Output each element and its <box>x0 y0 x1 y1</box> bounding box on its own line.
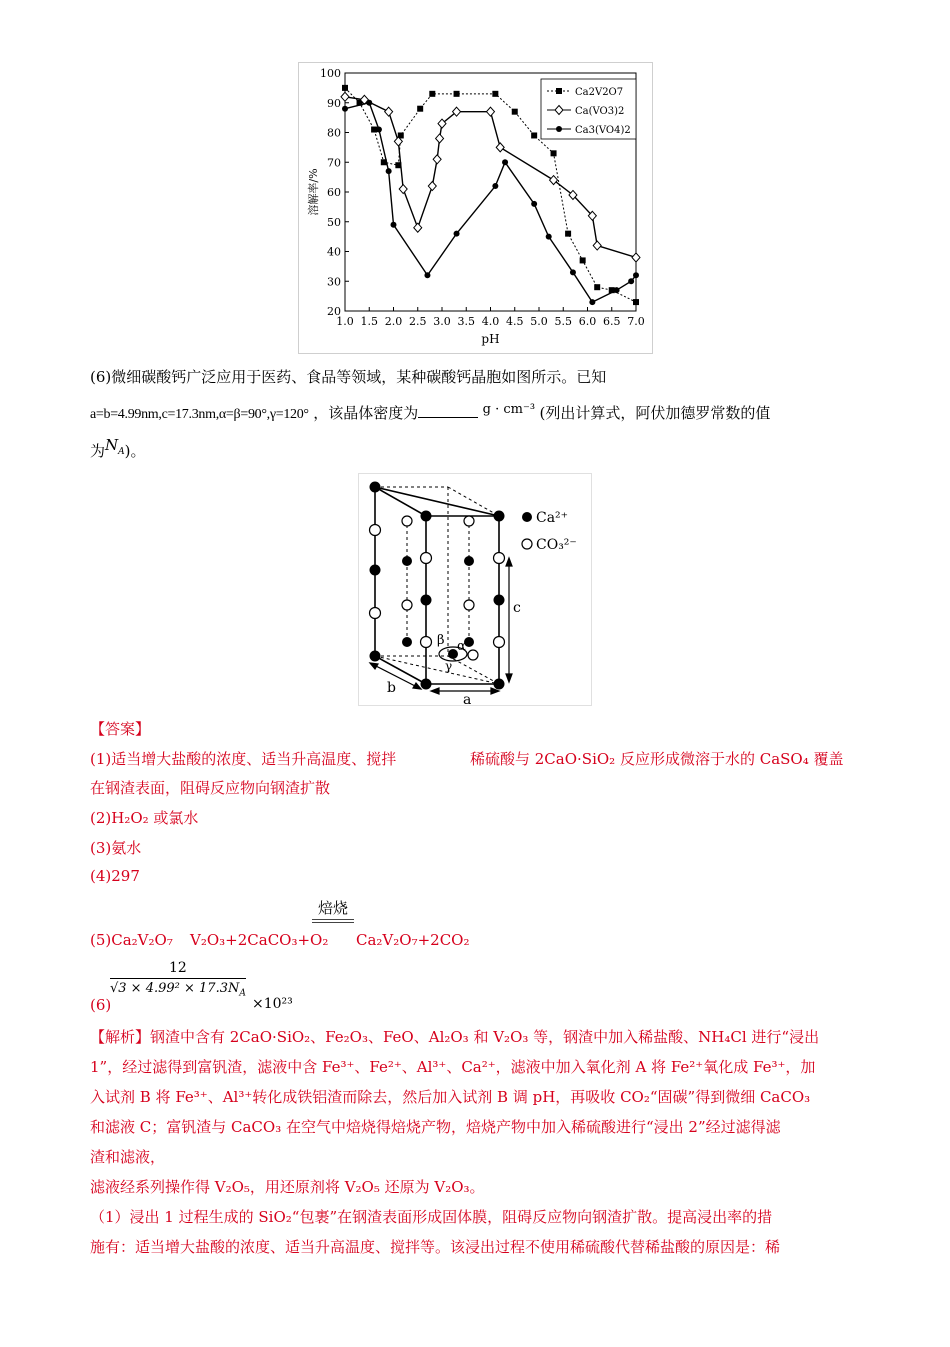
data-point <box>342 106 348 112</box>
question-6-line3-suffix: )。 <box>124 442 146 460</box>
fraction-denominator <box>110 978 246 999</box>
label-a: a <box>463 692 472 705</box>
label-alpha: α <box>457 639 466 654</box>
data-point <box>589 299 595 305</box>
data-point <box>391 222 397 228</box>
answer-5 <box>90 931 470 949</box>
y-tick-label: 100 <box>320 67 341 80</box>
answer-1-line2: 在钢渣表面，阻碍反应物向钢渣扩散 <box>90 779 331 797</box>
data-point <box>594 284 600 290</box>
answer-1-right: 稀硫酸与 2CaO·SiO₂ 反应形成微溶于水的 CaSO₄ 覆盖 <box>470 750 844 768</box>
data-point <box>556 88 562 94</box>
data-point <box>632 253 640 262</box>
question-6-tail: (列出计算式，阿伏加德罗常数的值 <box>539 404 771 422</box>
data-point <box>429 91 435 97</box>
y-tick-label: 60 <box>327 186 341 199</box>
crystal-cell-diagram <box>359 474 591 705</box>
data-point <box>633 299 639 305</box>
data-point <box>551 150 557 156</box>
label-b: b <box>387 680 396 696</box>
data-point <box>531 201 537 207</box>
data-point <box>342 85 348 91</box>
x-axis-label: pH <box>481 332 500 346</box>
legend-ca-label: Ca²⁺ <box>536 510 569 526</box>
answer-blank <box>418 403 478 418</box>
y-tick-label: 50 <box>327 215 341 229</box>
y-tick-label: 40 <box>327 245 341 259</box>
data-point <box>570 269 576 275</box>
legend-ca-marker <box>522 512 532 522</box>
legend-label: Ca3(VO4)2 <box>575 125 631 136</box>
data-point <box>454 231 460 237</box>
x-tick-label: 6.0 <box>578 315 597 328</box>
data-point <box>399 185 407 194</box>
answer-5-prefix: (5)Ca₂V₂O₇ <box>90 931 173 949</box>
avogadro-subscript: A <box>118 447 125 457</box>
x-tick-label: 1.0 <box>336 315 354 328</box>
analysis-line-3: 入试剂 B 将 Fe³⁺、Al³⁺转化成铁铝渣而除去，然后加入试剂 B 调 pH，再吸收 CO₂“固碳”得到微细 CaCO₃ <box>90 1088 811 1106</box>
y-tick-label: 80 <box>327 126 341 140</box>
density-prompt: ，该晶体密度为 <box>313 404 419 422</box>
data-point <box>546 234 552 240</box>
label-beta: β <box>437 633 445 648</box>
x-tick-label: 6.5 <box>603 315 621 328</box>
data-point <box>454 91 460 97</box>
analysis-line-5: 渣和滤液， <box>90 1148 166 1166</box>
legend-co3-marker <box>522 539 532 549</box>
x-tick-label: 4.0 <box>481 315 500 328</box>
data-point <box>633 272 639 278</box>
data-point <box>341 92 349 101</box>
analysis-line-4: 和滤液 C；富钒渣与 CaCO₃ 在空气中焙烧得焙烧产物，焙烧产物中加入稀硫酸进行“浸出 2”经过滤得滤 <box>90 1118 781 1136</box>
density-unit: g · cm⁻³ <box>482 402 536 417</box>
answer-5-reactants: V₂O₃+2CaCO₃+O₂ <box>190 931 329 949</box>
data-point <box>428 182 436 191</box>
analysis-line-1: 【解析】钢渣中含有 2CaO·SiO₂、Fe₂O₃、FeO、Al₂O₃ 和 V₂O₃ 等，钢渣中加入稀盐酸、NH₄Cl 进行“浸出 <box>90 1028 820 1046</box>
data-point <box>614 287 620 293</box>
data-point <box>417 106 423 112</box>
x-tick-label: 5.0 <box>530 315 548 328</box>
data-point <box>492 91 498 97</box>
data-point <box>436 134 444 143</box>
data-point <box>550 176 558 185</box>
analysis-line-2: 1”，经过滤得到富钒渣，滤液中含 Fe³⁺、Fe²⁺、Al³⁺、Ca²⁺，滤液中加入氧化剂 A 将 Fe²⁺氧化成 Fe³⁺，加 <box>90 1058 816 1076</box>
data-point <box>366 100 372 106</box>
data-point <box>628 278 634 284</box>
answer-2: (2)H₂O₂ 或氯水 <box>90 809 199 827</box>
answer-5-products: Ca₂V₂O₇+2CO₂ <box>356 931 470 949</box>
data-point <box>496 143 504 152</box>
data-point <box>580 257 586 263</box>
question-6-line3 <box>90 436 146 463</box>
data-point <box>385 107 393 116</box>
y-tick-label: 70 <box>327 156 341 170</box>
answer-6-factor: ×10²³ <box>252 996 293 1012</box>
data-point <box>424 272 430 278</box>
dissolution-chart <box>299 63 652 353</box>
denominator-text: √3 × 4.99² × 17.3N <box>110 981 240 996</box>
reaction-arrow <box>312 919 354 923</box>
y-tick-label: 30 <box>327 275 341 289</box>
y-tick-label: 20 <box>327 305 341 318</box>
analysis-line-8: 施有：适当增大盐酸的浓度、适当升高温度、搅拌等。该浸出过程不使用稀硫酸代替稀盐酸的原因是：稀 <box>90 1238 781 1256</box>
x-tick-label: 5.5 <box>554 315 572 328</box>
y-axis-label: 溶解率/% <box>307 168 320 216</box>
x-tick-label: 2.5 <box>409 315 427 328</box>
legend-co3-label: CO₃²⁻ <box>536 537 577 553</box>
x-tick-label: 7.0 <box>627 315 645 328</box>
data-point <box>531 132 537 138</box>
question-6-intro: (6)微细碳酸钙广泛应用于医药、食品等领域，某种碳酸钙晶胞如图所示。已知 <box>90 368 607 386</box>
x-tick-label: 1.5 <box>360 315 378 328</box>
question-6-line3-prefix: 为 <box>90 442 106 460</box>
data-point <box>376 127 382 133</box>
answer-6-prefix: (6) <box>90 996 112 1014</box>
data-point <box>512 109 518 115</box>
crystal-cell-frame <box>358 473 592 706</box>
x-tick-label: 3.0 <box>433 315 451 328</box>
legend-label: Ca2V2O7 <box>575 87 624 98</box>
question-6-line1 <box>90 366 606 387</box>
data-point <box>386 168 392 174</box>
analysis-line-6: 滤液经系列操作得 V₂O₅，用还原剂将 V₂O₅ 还原为 V₂O₃。 <box>90 1178 485 1196</box>
x-tick-label: 4.5 <box>506 315 524 328</box>
data-point <box>433 155 441 164</box>
answer-header: 【答案】 <box>90 720 151 738</box>
data-point <box>414 223 422 232</box>
data-point <box>593 241 601 250</box>
cell-parameters: a=b=4.99nm,c=17.3nm,α=β=90°,γ=120° <box>90 407 309 422</box>
label-gamma: γ <box>445 659 453 673</box>
answer-6 <box>90 996 111 1014</box>
question-6-line2 <box>90 402 770 423</box>
y-tick-label: 90 <box>327 96 341 110</box>
x-tick-label: 3.5 <box>457 315 475 328</box>
answer-3: (3)氨水 <box>90 839 142 857</box>
answer-1-left: (1)适当增大盐酸的浓度、适当升高温度、搅拌 <box>90 750 397 768</box>
dissolution-chart-frame <box>298 62 653 354</box>
legend-label: Ca(VO3)2 <box>575 106 625 117</box>
answer-1-line1 <box>90 748 844 769</box>
data-point <box>556 126 562 132</box>
analysis-line-7: （1）浸出 1 过程生成的 SiO₂“包裹”在钢渣表面形成固体膜，阻碍反应物向钢渣扩散。提高浸出率的措 <box>90 1208 773 1226</box>
answer-4: (4)297 <box>90 867 140 885</box>
data-point <box>502 159 508 165</box>
data-point <box>487 107 495 116</box>
denominator-subscript: A <box>239 988 246 999</box>
data-point <box>565 231 571 237</box>
label-c: c <box>513 600 521 616</box>
avogadro-symbol: N <box>105 436 119 454</box>
answer-6-fraction <box>110 960 246 999</box>
data-point <box>492 183 498 189</box>
fraction-numerator: 12 <box>169 960 187 976</box>
x-tick-label: 2.0 <box>384 315 403 328</box>
reaction-condition: 焙烧 <box>318 899 349 917</box>
